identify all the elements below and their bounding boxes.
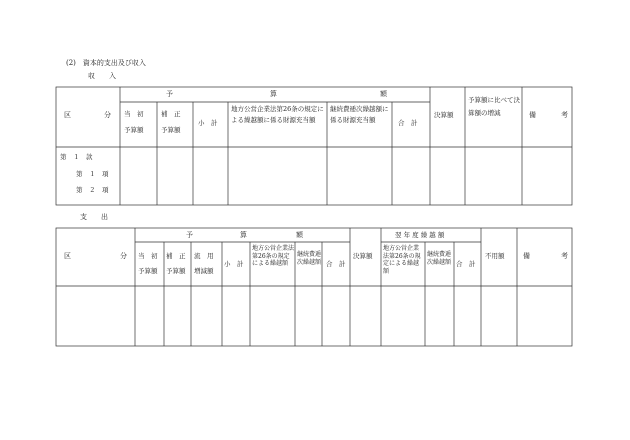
income-art26-label: 地方公営企業法第26条の規定による繰越額に係る財源充当額 [231, 105, 324, 124]
income-row-kan-1: 第 １ 款 [60, 153, 93, 161]
income-remarks-char-1: 備 [529, 111, 536, 119]
expense-supplementary-label-1: 補 正 [166, 252, 186, 260]
expense-diversion-label-1: 流 用 [194, 252, 214, 260]
expense-ny-total-label: 合 計 [456, 260, 476, 268]
expense-label: 支 出 [80, 213, 108, 221]
income-total-label: 合 計 [398, 119, 418, 127]
expense-subtotal-label: 小 計 [224, 260, 244, 268]
expense-ny-art26-label: 地方公営企業法第26条の規定による繰越額 [383, 245, 421, 275]
expense-remarks-char-1: 備 [523, 252, 530, 260]
income-supplementary-label-2: 予算額 [161, 126, 181, 134]
expense-budget-char-1: 予 [186, 231, 193, 239]
income-row-kou-2: 第 ２ 項 [76, 186, 109, 194]
expense-budget-char-3: 額 [296, 231, 303, 239]
income-initial-label-1: 当 初 [124, 110, 144, 118]
expense-continuing-label: 継続費逓次繰越額 [297, 251, 322, 266]
expense-initial-label-2: 予算額 [138, 267, 158, 275]
expense-initial-label-1: 当 初 [138, 252, 158, 260]
expense-ny-continuing-label: 継続費逓次繰越額 [427, 251, 452, 266]
income-budget-char-3: 額 [380, 90, 387, 98]
income-settlement-label: 決算額 [434, 111, 454, 119]
income-continuing-label: 継続費逓次繰越額に係る財源充当額 [330, 105, 389, 124]
expense-total-label: 合 計 [326, 260, 346, 268]
section-heading: (2) 資本的支出及び収入 [66, 59, 146, 67]
income-budget-char-1: 予 [166, 90, 173, 98]
expense-division-char-1: 区 [64, 252, 71, 260]
expense-supplementary-label-2: 予算額 [166, 267, 186, 275]
income-subtotal-label: 小 計 [198, 119, 218, 127]
income-division-char-2: 分 [104, 111, 111, 119]
income-remarks-char-2: 考 [561, 111, 568, 119]
expense-diversion-label-2: 増減額 [194, 267, 214, 275]
expense-remarks-char-2: 考 [561, 252, 568, 260]
income-label: 収 入 [88, 72, 116, 80]
income-row-kou-1: 第 １ 項 [76, 170, 109, 178]
income-diff-label: 予算額に比べて決算額の増減 [468, 96, 520, 117]
expense-budget-char-2: 算 [240, 231, 247, 239]
expense-unused-label: 不用額 [485, 252, 505, 260]
expense-art26-label: 地方公営企業法第26条の規定による繰越額 [252, 245, 295, 268]
income-supplementary-label-1: 補 正 [161, 110, 181, 118]
expense-settlement-label: 決算額 [353, 252, 373, 260]
income-division-char-1: 区 [64, 111, 71, 119]
income-initial-label-2: 予算額 [124, 126, 144, 134]
expense-next-year-label: 翌 年 度 繰 越 額 [395, 231, 445, 239]
income-budget-char-2: 算 [270, 90, 277, 98]
expense-division-char-2: 分 [120, 252, 127, 260]
